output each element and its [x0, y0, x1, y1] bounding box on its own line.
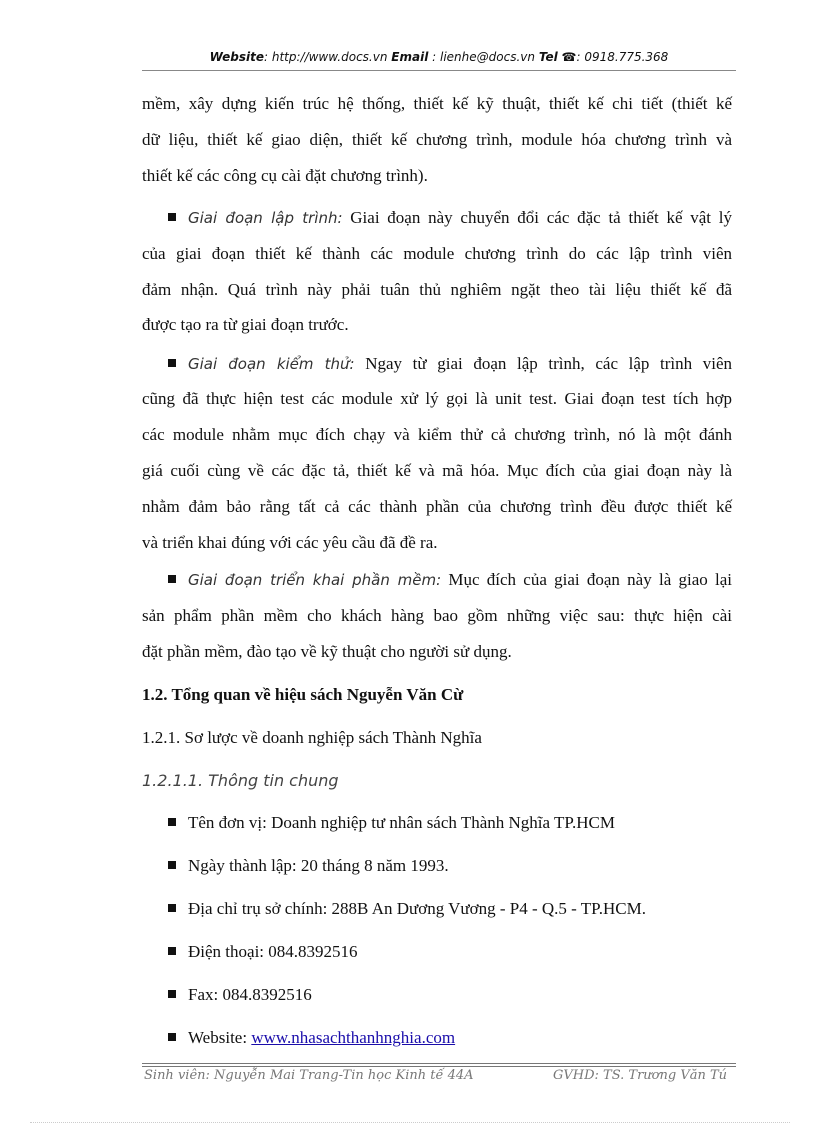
bullet-first-text: Ngay từ giai đoạn lập trình, các lập trình viên [354, 354, 733, 373]
bullet-title: Giai đoạn lập trình: [188, 209, 343, 227]
bullet-line: sản phẩm phần mềm cho khách hàng bao gồm những việc sau: thực hiện cài [142, 606, 732, 625]
bullet-line: của giai đoạn thiết kế thành các module chương trình do các lập trình viên [142, 244, 732, 263]
header-website-label: Website [209, 50, 264, 64]
bullet-line: giá cuối cùng về các đặc tả, thiết kế và mã hóa. Mục đích của giai đoạn này là [142, 461, 732, 480]
bullet-line: và triển khai đúng với các yêu cầu đã đề ra. [142, 533, 438, 552]
bullet-icon [168, 904, 176, 912]
website-link[interactable]: www.nhasachthanhnghia.com [251, 1028, 456, 1047]
bullet-first-text: Giai đoạn này chuyển đổi các đặc tả thiết kế vật lý [342, 208, 732, 227]
phone-icon: ☎ [561, 50, 577, 64]
bullet-title: Giai đoạn kiểm thử: [188, 355, 355, 373]
header-website-value: : http://www.docs.vn [264, 50, 388, 64]
header-rule [142, 70, 736, 71]
bullet-line: đặt phần mềm, đào tạo về kỹ thuật cho người sử dụng. [142, 642, 512, 661]
info-item: Tên đơn vị: Doanh nghiệp tư nhân sách Thành Nghĩa TP.HCM [168, 812, 758, 834]
bullet-first-text: Mục đích của giai đoạn này là giao lại [441, 570, 732, 589]
bullet-icon [168, 575, 176, 583]
bullet-icon [168, 818, 176, 826]
heading-1-2: 1.2. Tổng quan về hiệu sách Nguyễn Văn Cừ [142, 685, 464, 704]
para1-line: thiết kế các công cụ cài đặt chương trình). [142, 166, 428, 185]
heading-1-2-1: 1.2.1. Sơ lược về doanh nghiệp sách Thành Nghĩa [142, 728, 482, 747]
info-item: Ngày thành lập: 20 tháng 8 năm 1993. [168, 855, 758, 877]
bullet-icon [168, 213, 176, 221]
bullet-line: nhằm đảm bảo rằng tất cả các thành phần của chương trình đều được thiết kế [142, 497, 732, 516]
bullet-line: các module nhằm mục đích chạy và kiểm thử cả chương trình, nó là một đánh [142, 425, 732, 444]
info-item-website [168, 1027, 758, 1049]
footer-student: Sinh viên: Nguyễn Mai Trang-Tin học Kinh tế 44A [144, 1068, 474, 1083]
page-header [142, 50, 736, 64]
bullet-deploy [168, 569, 732, 591]
bullet-line: được tạo ra từ giai đoạn trước. [142, 315, 349, 334]
bullet-line: cũng đã thực hiện test các module xử lý gọi là unit test. Giai đoạn test tích hợp [142, 389, 732, 408]
heading-1-2-1-1: 1.2.1.1. Thông tin chung [142, 771, 339, 790]
footer-rule [142, 1063, 736, 1067]
header-tel-label: Tel [538, 50, 558, 64]
info-item: Điện thoại: 084.8392516 [168, 941, 758, 963]
para1-line: dữ liệu, thiết kế giao diện, thiết kế chương trình, module hóa chương trình và [142, 130, 732, 149]
bullet-programming [168, 207, 732, 229]
info-item: Fax: 084.8392516 [168, 984, 758, 1006]
bullet-icon [168, 359, 176, 367]
header-email-value: : lienhe@docs.vn [432, 50, 535, 64]
header-tel-value: : 0918.775.368 [576, 50, 669, 64]
bullet-icon [168, 1033, 176, 1041]
bullet-icon [168, 861, 176, 869]
footer-advisor: GVHD: TS. Trương Văn Tú [553, 1068, 728, 1083]
bullet-icon [168, 990, 176, 998]
bullet-testing [168, 353, 732, 375]
website-label: Website: [188, 1028, 252, 1047]
header-email-label: Email [391, 50, 429, 64]
para1-line: mềm, xây dựng kiến trúc hệ thống, thiết kế kỹ thuật, thiết kế chi tiết (thiết kế [142, 94, 732, 113]
info-item: Địa chỉ trụ sở chính: 288B An Dương Vương - P4 - Q.5 - TP.HCM. [168, 898, 758, 920]
bullet-line: đảm nhận. Quá trình này phải tuân thủ nghiêm ngặt theo tài liệu thiết kế đã [142, 280, 732, 299]
bullet-title: Giai đoạn triển khai phần mềm: [188, 571, 442, 589]
bullet-icon [168, 947, 176, 955]
